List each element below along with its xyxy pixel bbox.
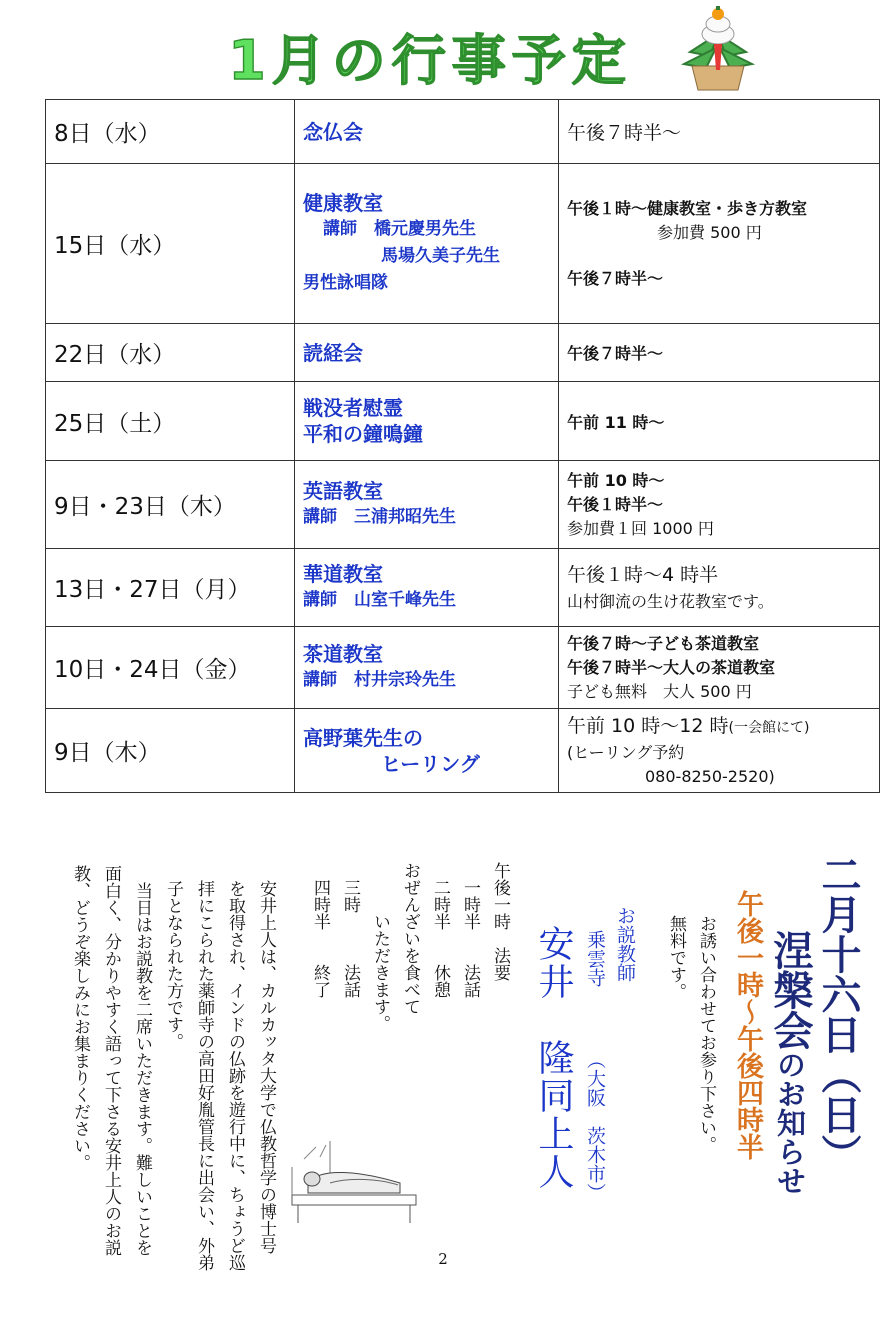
- notice-invite: お誘い合わせてお参り下さい。: [696, 915, 716, 1153]
- table-row: [46, 709, 880, 793]
- temple-location: （大阪 茨木市）: [584, 1050, 606, 1202]
- time-text: 午後７時半～: [567, 122, 682, 144]
- date-cell: 15日（水）: [46, 164, 295, 324]
- time-text: 午後１時半～: [567, 494, 664, 514]
- event-title: 高野葉先生の: [303, 725, 423, 750]
- event-lecturer: 講師 橋元慶男先生: [323, 218, 476, 239]
- temple-name: 乗雲寺: [584, 930, 606, 987]
- time-cell: [559, 382, 880, 461]
- time-cell: [559, 549, 880, 627]
- time-text: 参加費 500 円: [657, 222, 762, 242]
- program-line: 四時半 終了: [310, 862, 330, 998]
- time-text: 参加費１回 1000 円: [567, 518, 714, 538]
- time-text: 午後７時半～: [567, 268, 664, 288]
- event-cell: [295, 164, 559, 324]
- bio-line: 子となられた方です。: [163, 880, 183, 1050]
- time-text: (ヒーリング予約: [567, 742, 685, 762]
- time-note: (一会館にて): [728, 720, 810, 737]
- bio-line: 拝にこられた薬師寺の高田好胤管長に出会い、外弟: [194, 880, 214, 1271]
- table-row: [46, 100, 880, 164]
- event-title: 茶道教室: [303, 641, 383, 666]
- time-text: 午後１時～健康教室・歩き方教室: [567, 198, 808, 218]
- event-title: 念仏会: [303, 119, 363, 144]
- event-cell: [295, 461, 559, 549]
- time-cell: [559, 100, 880, 164]
- table-row: [46, 382, 880, 461]
- event-title: ヒーリング: [381, 751, 480, 776]
- date-cell: 13日・27日（月）: [46, 549, 295, 627]
- time-text: 午前 10 時～12 時: [567, 715, 729, 738]
- table-row: [46, 461, 880, 549]
- notice-title: 涅槃会: [767, 930, 813, 1050]
- date-cell: 25日（土）: [46, 382, 295, 461]
- notice-free: 無料です。: [666, 915, 686, 1000]
- date-cell: 8日（水）: [46, 100, 295, 164]
- page-number: 2: [438, 1250, 448, 1268]
- time-text: 午後７時半～: [567, 344, 664, 363]
- time-text: 午前 10 時～: [567, 470, 665, 490]
- time-text: 午後１時～4 時半: [567, 564, 719, 587]
- date-cell: 22日（水）: [46, 324, 295, 382]
- program-line: いただきます。: [370, 862, 390, 1032]
- notice-title-block: [762, 930, 819, 1195]
- bio-line: を取得され、インドの仏跡を遊行中に、ちょうど巡: [225, 880, 245, 1271]
- time-cell: [559, 461, 880, 549]
- event-title: 健康教室: [303, 190, 383, 215]
- program-line: 一時半 法話: [460, 862, 480, 998]
- notice-date: 二月十六日（日）: [815, 854, 861, 1174]
- event-subtitle: 男性詠唱隊: [303, 273, 388, 294]
- event-cell: [295, 627, 559, 709]
- time-cell: [559, 709, 880, 793]
- bio-line: 教、どうぞ楽しみにお集まりください。: [70, 865, 90, 1171]
- event-title: 平和の鐘鳴鐘: [303, 422, 423, 446]
- kadomatsu-icon: [680, 4, 756, 94]
- notice-time: 午後一時～午後四時半: [732, 890, 763, 1160]
- time-cell: [559, 164, 880, 324]
- schedule-table: [45, 99, 880, 793]
- event-lecturer: 講師 村井宗玲先生: [303, 669, 456, 690]
- phone-number: 080-8250-2520): [645, 766, 775, 786]
- speaker-label: お説教師: [614, 906, 636, 982]
- event-cell: [295, 382, 559, 461]
- event-cell: [295, 709, 559, 793]
- event-lecturer: 講師 山室千峰先生: [303, 589, 456, 610]
- time-text: 山村御流の生け花教室です。: [567, 591, 774, 611]
- event-title: 華道教室: [303, 561, 383, 586]
- event-cell: [295, 549, 559, 627]
- page-title: 1月の行事予定: [228, 29, 632, 92]
- date-cell: 9日（木）: [46, 709, 295, 793]
- event-title: 戦没者慰霊: [303, 396, 403, 420]
- event-cell: [295, 324, 559, 382]
- reclining-buddha-icon: [290, 1137, 420, 1225]
- table-row: [46, 627, 880, 709]
- program-line: 二時半 休憩: [430, 862, 450, 998]
- time-text: 午後７時半～大人の茶道教室: [567, 657, 776, 677]
- table-row: [46, 549, 880, 627]
- event-lecturer: 講師 三浦邦昭先生: [303, 506, 456, 527]
- date-cell: 10日・24日（金）: [46, 627, 295, 709]
- program-line: 午後一時 法要: [490, 862, 510, 981]
- table-row: [46, 164, 880, 324]
- bio-line: 面白く、分かりやすく語って下さる安井上人のお説: [101, 865, 121, 1256]
- bio-line: 当日はお説教を二席いただきます。難しいことを: [132, 865, 152, 1256]
- time-cell: [559, 324, 880, 382]
- program-line: 三時 法話: [340, 862, 360, 998]
- time-text: 午後７時～子ども茶道教室: [567, 633, 760, 653]
- table-row: [46, 324, 880, 382]
- program-line: おぜんざいを食べて: [400, 862, 420, 1015]
- event-title: 英語教室: [303, 478, 383, 503]
- notice-title-suffix: のお知らせ: [773, 1050, 807, 1195]
- date-cell: 9日・23日（木）: [46, 461, 295, 549]
- event-lecturer: 馬場久美子先生: [381, 245, 500, 266]
- event-title: 読経会: [303, 340, 363, 365]
- time-cell: [559, 627, 880, 709]
- speaker-name: 安井 隆同上人: [533, 925, 574, 1191]
- time-text: 午前 11 時～: [567, 412, 665, 432]
- time-text: 子ども無料 大人 500 円: [567, 681, 752, 701]
- bio-line: 安井上人は、カルカッタ大学で仏教哲学の博士号: [256, 880, 276, 1254]
- event-cell: [295, 100, 559, 164]
